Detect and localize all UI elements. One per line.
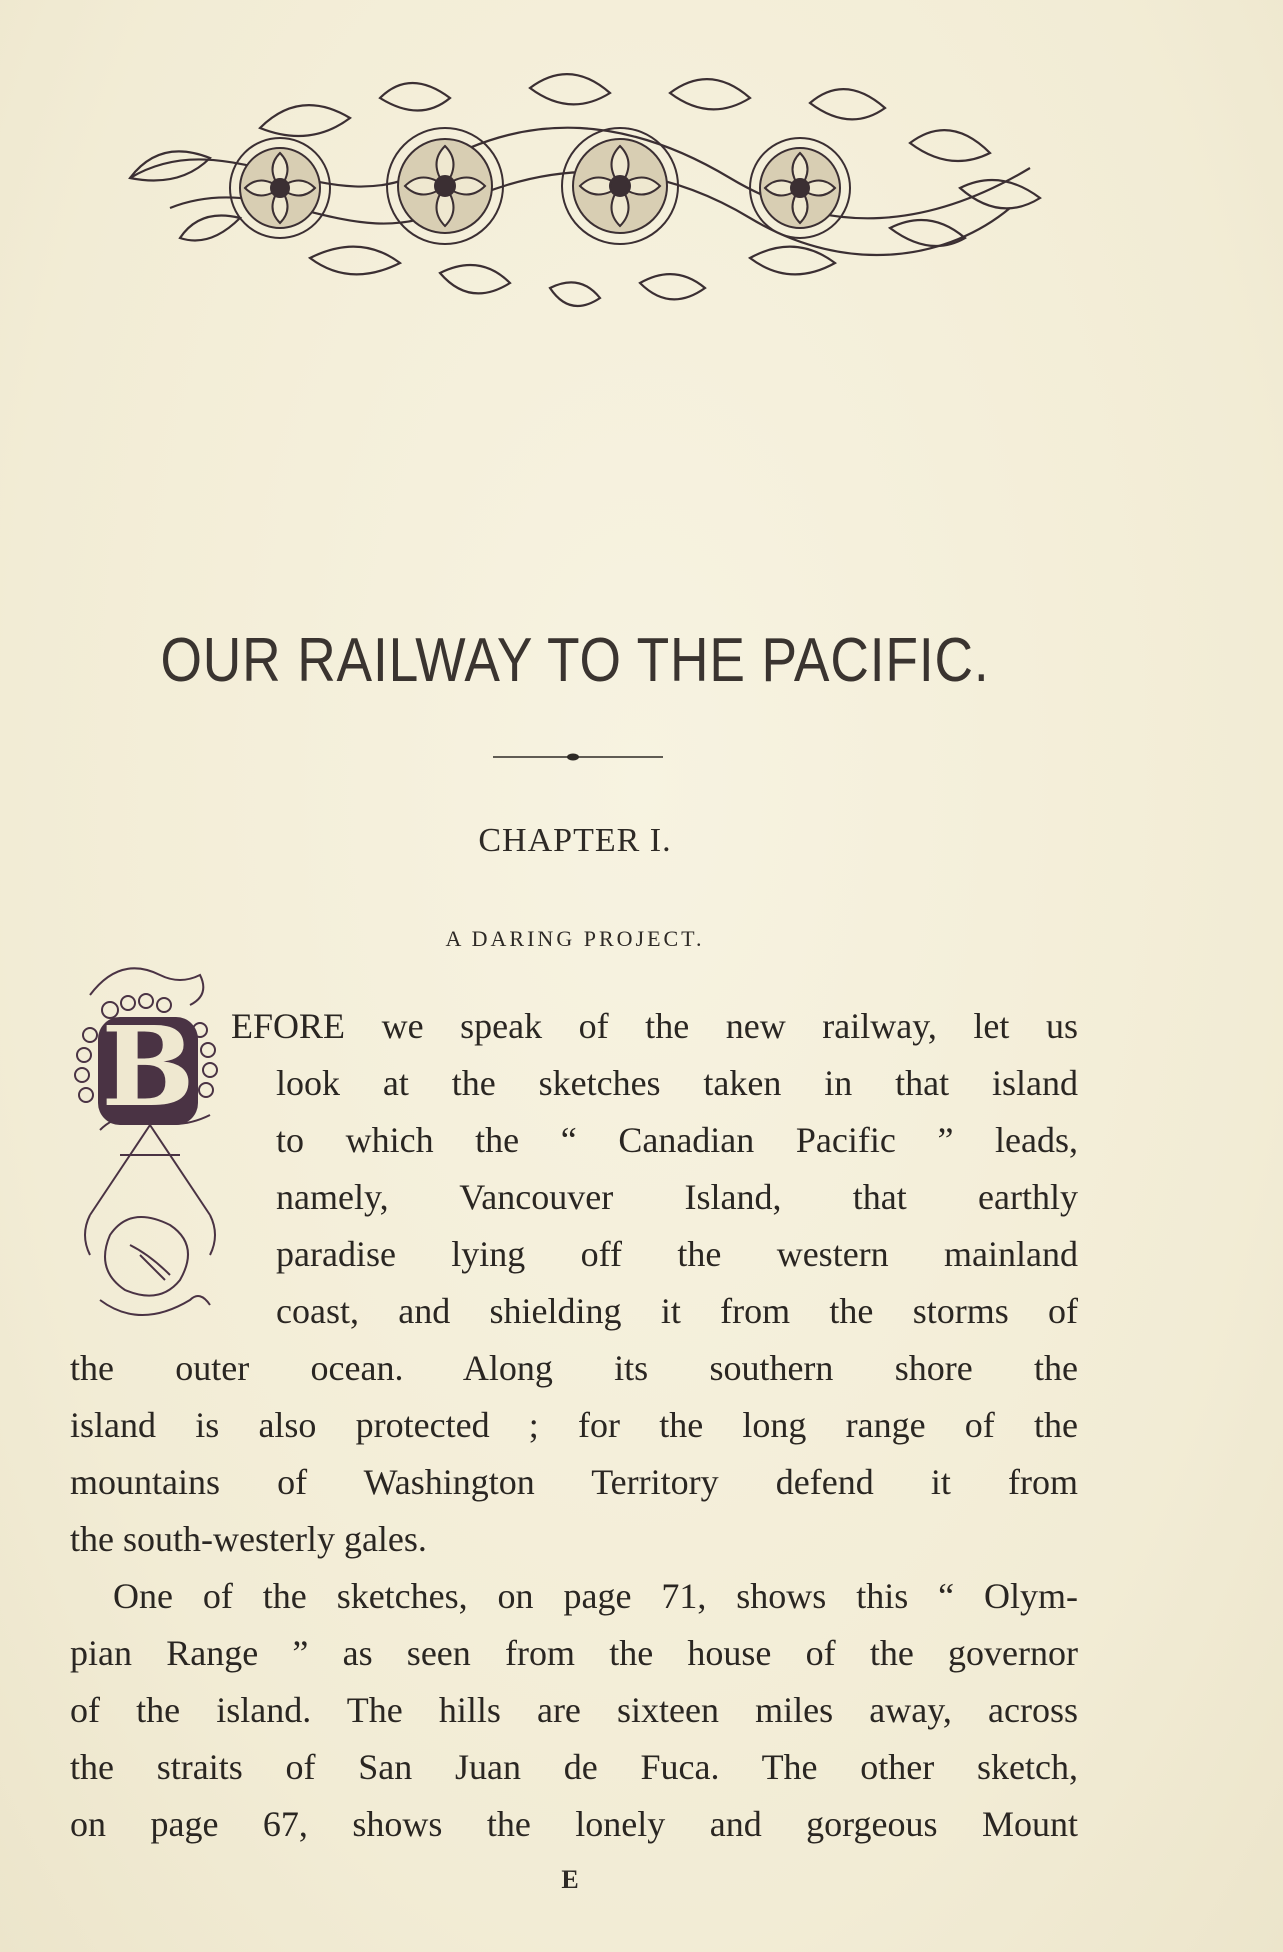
chapter-subtitle: A DARING PROJECT.	[445, 926, 705, 951]
paragraph-2-line-1: One of the sketches, on page 71, shows this “ Olym-	[113, 1576, 1078, 1616]
paragraph-1-line-3: to which the “ Canadian Pacific ” leads,	[276, 1120, 1078, 1160]
paragraph-1-line-1: EFORE we speak of the new railway, let us	[231, 1006, 1078, 1046]
paragraph-1-line-8: island is also protected ; for the long range of the	[70, 1405, 1078, 1445]
page-title: OUR RAILWAY TO THE PACIFIC.	[160, 626, 990, 695]
paragraph-2-line-5: on page 67, shows the lonely and gorgeous Mount	[70, 1804, 1078, 1844]
paragraph-1-line-5: paradise lying off the western mainland	[276, 1234, 1078, 1274]
paragraph-1-line-7: the outer ocean. Along its southern shore the	[70, 1348, 1078, 1388]
dropcap-letter: B	[101, 1002, 195, 1131]
paragraph-1-line-10: the south-westerly gales.	[70, 1519, 427, 1559]
paragraph-2-line-4: the straits of San Juan de Fuca. The other sketch,	[70, 1747, 1078, 1787]
paragraph-1-line-2: look at the sketches taken in that island	[276, 1063, 1078, 1103]
decorated-initial-b-icon	[70, 955, 230, 1340]
floral-headpiece-icon	[110, 58, 1050, 328]
paragraph-2-line-3: of the island. The hills are sixteen miles away, across	[70, 1690, 1078, 1730]
paragraph-1-line-6: coast, and shielding it from the storms of	[276, 1291, 1078, 1331]
signature-mark: E	[561, 1865, 579, 1894]
paragraph-1-line-4: namely, Vancouver Island, that earthly	[276, 1177, 1078, 1217]
paragraph-1-line-9: mountains of Washington Territory defend it from	[70, 1462, 1078, 1502]
chapter-heading: CHAPTER I.	[478, 822, 672, 859]
paragraph-2-line-2: pian Range ” as seen from the house of the governor	[70, 1633, 1078, 1673]
ornamental-rule-icon	[493, 752, 663, 762]
